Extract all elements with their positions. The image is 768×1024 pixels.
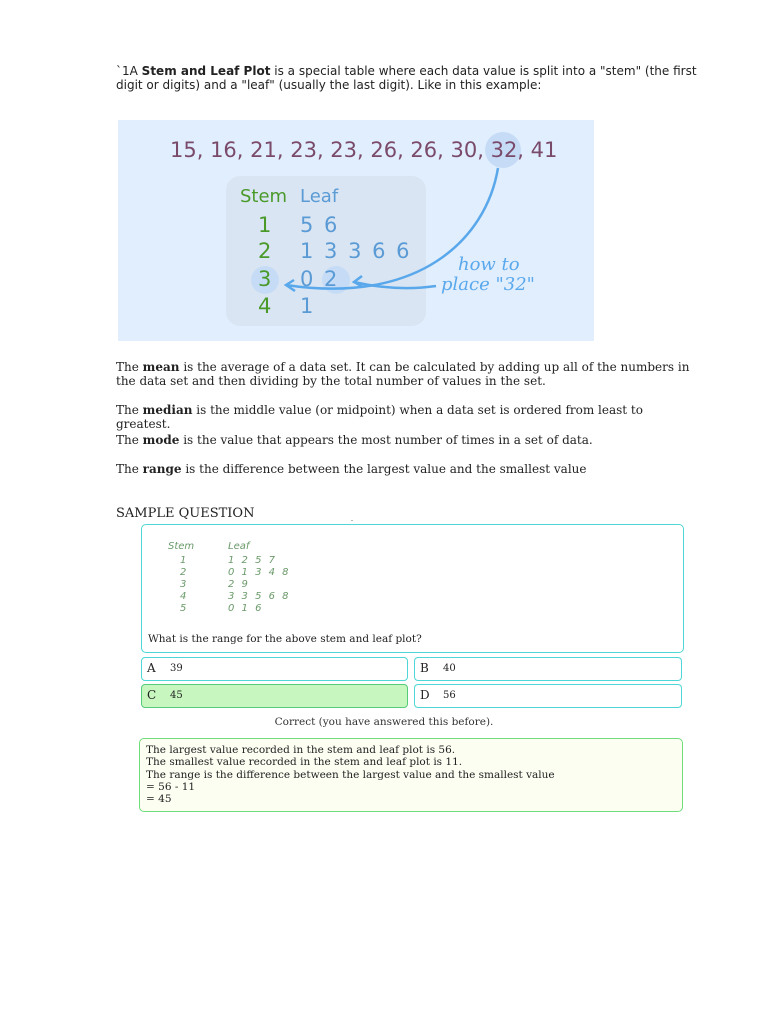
sample-stem-value: 3 [180, 579, 187, 590]
leaf-header: Leaf [300, 186, 339, 207]
option-letter: C [147, 688, 157, 702]
divider-dot [351, 520, 353, 521]
term-mean: mean [142, 360, 180, 374]
explanation-line: The range is the difference between the largest value and the smallest value [146, 768, 555, 781]
explanation-line: The largest value recorded in the stem and leaf plot is 56. [146, 744, 456, 756]
definition-range [116, 462, 696, 476]
option-letter: D [420, 688, 430, 702]
leaf-values: 1 3 3 6 6 [300, 239, 412, 263]
term-range: range [142, 462, 182, 476]
sample-stem-value: 1 [180, 555, 187, 566]
option-value: 40 [443, 663, 456, 674]
option-letter: B [420, 661, 429, 675]
sample-leaf-values: 0 1 3 4 8 [228, 567, 291, 578]
explanation-box [139, 738, 683, 812]
sample-stem-value: 4 [180, 591, 187, 602]
feedback-message: Correct (you have answered this before). [274, 716, 494, 728]
median-text: is the middle value (or midpoint) when a data set is ordered from least to greatest. [116, 403, 643, 431]
sample-stem-header: Stem [168, 541, 195, 552]
term-mode: mode [142, 433, 180, 447]
sample-stem-value: 5 [180, 603, 187, 614]
intro-paragraph [116, 64, 706, 92]
intro-term: Stem and Leaf Plot [141, 64, 271, 78]
sample-stem-leaf-plot [162, 535, 362, 630]
sample-leaf-values: 2 9 [228, 579, 250, 590]
the-word: The [116, 462, 143, 476]
option-letter: A [147, 661, 156, 675]
annotation-line-1: how to [458, 254, 520, 275]
sample-leaf-values: 1 2 5 7 [228, 555, 277, 566]
annotation-line-2: place "32" [441, 274, 535, 295]
stem-leaf-example-graphic [118, 120, 594, 341]
data-values-text: 15, 16, 21, 23, 23, 26, 26, 30, 32, 41 [170, 138, 558, 162]
sample-question-heading: SAMPLE QUESTION [116, 506, 255, 521]
the-word: The [116, 403, 143, 417]
option-value: 45 [170, 690, 183, 701]
the-word: The [116, 360, 143, 374]
the-word: The [116, 433, 143, 447]
question-box [141, 524, 684, 653]
sample-leaf-values: 0 1 6 [228, 603, 264, 614]
stem-value: 2 [258, 239, 272, 263]
range-text: is the difference between the largest value and the smallest value [181, 462, 587, 476]
leaf-values: 1 [300, 294, 316, 318]
sample-leaf-header: Leaf [228, 541, 250, 552]
explanation-line: The smallest value recorded in the stem and leaf plot is 11. [146, 756, 463, 769]
explanation-line: = 45 [146, 793, 172, 806]
option-value: 39 [170, 663, 183, 674]
definition-median [116, 403, 696, 431]
stem-header: Stem [240, 186, 288, 207]
option-value: 56 [443, 690, 456, 701]
question-text: What is the range for the above stem and leaf plot? [148, 633, 422, 645]
sample-leaf-values: 3 3 5 6 8 [228, 591, 291, 602]
intro-text: is a special table where each data value is split into a "stem" (the first digit or digits) and a "leaf" (usually the last digit). Like in this example: [116, 64, 697, 92]
sample-stem-value: 2 [180, 567, 187, 578]
definition-mode [116, 433, 696, 447]
option-a-button[interactable] [141, 657, 408, 681]
stem-leaf-example-figure [118, 120, 594, 341]
option-c-button[interactable] [141, 684, 408, 708]
mean-text: is the average of a data set. It can be calculated by adding up all of the numbers in the data set and then dividing by the total number of values in the set. [116, 360, 690, 388]
stem-value: 4 [258, 294, 272, 318]
intro-prefix: `1A [116, 64, 142, 78]
mode-text: is the value that appears the most number of times in a set of data. [179, 433, 593, 447]
stem-value: 1 [258, 213, 272, 237]
leaf-values: 5 6 [300, 213, 340, 237]
term-median: median [142, 403, 193, 417]
explanation-line: = 56 - 11 [146, 780, 196, 793]
option-d-button[interactable] [414, 684, 682, 708]
definition-mean [116, 360, 696, 388]
stem-value: 3 [258, 267, 272, 291]
leaf-values: 0 2 [300, 267, 340, 291]
option-b-button[interactable] [414, 657, 682, 681]
